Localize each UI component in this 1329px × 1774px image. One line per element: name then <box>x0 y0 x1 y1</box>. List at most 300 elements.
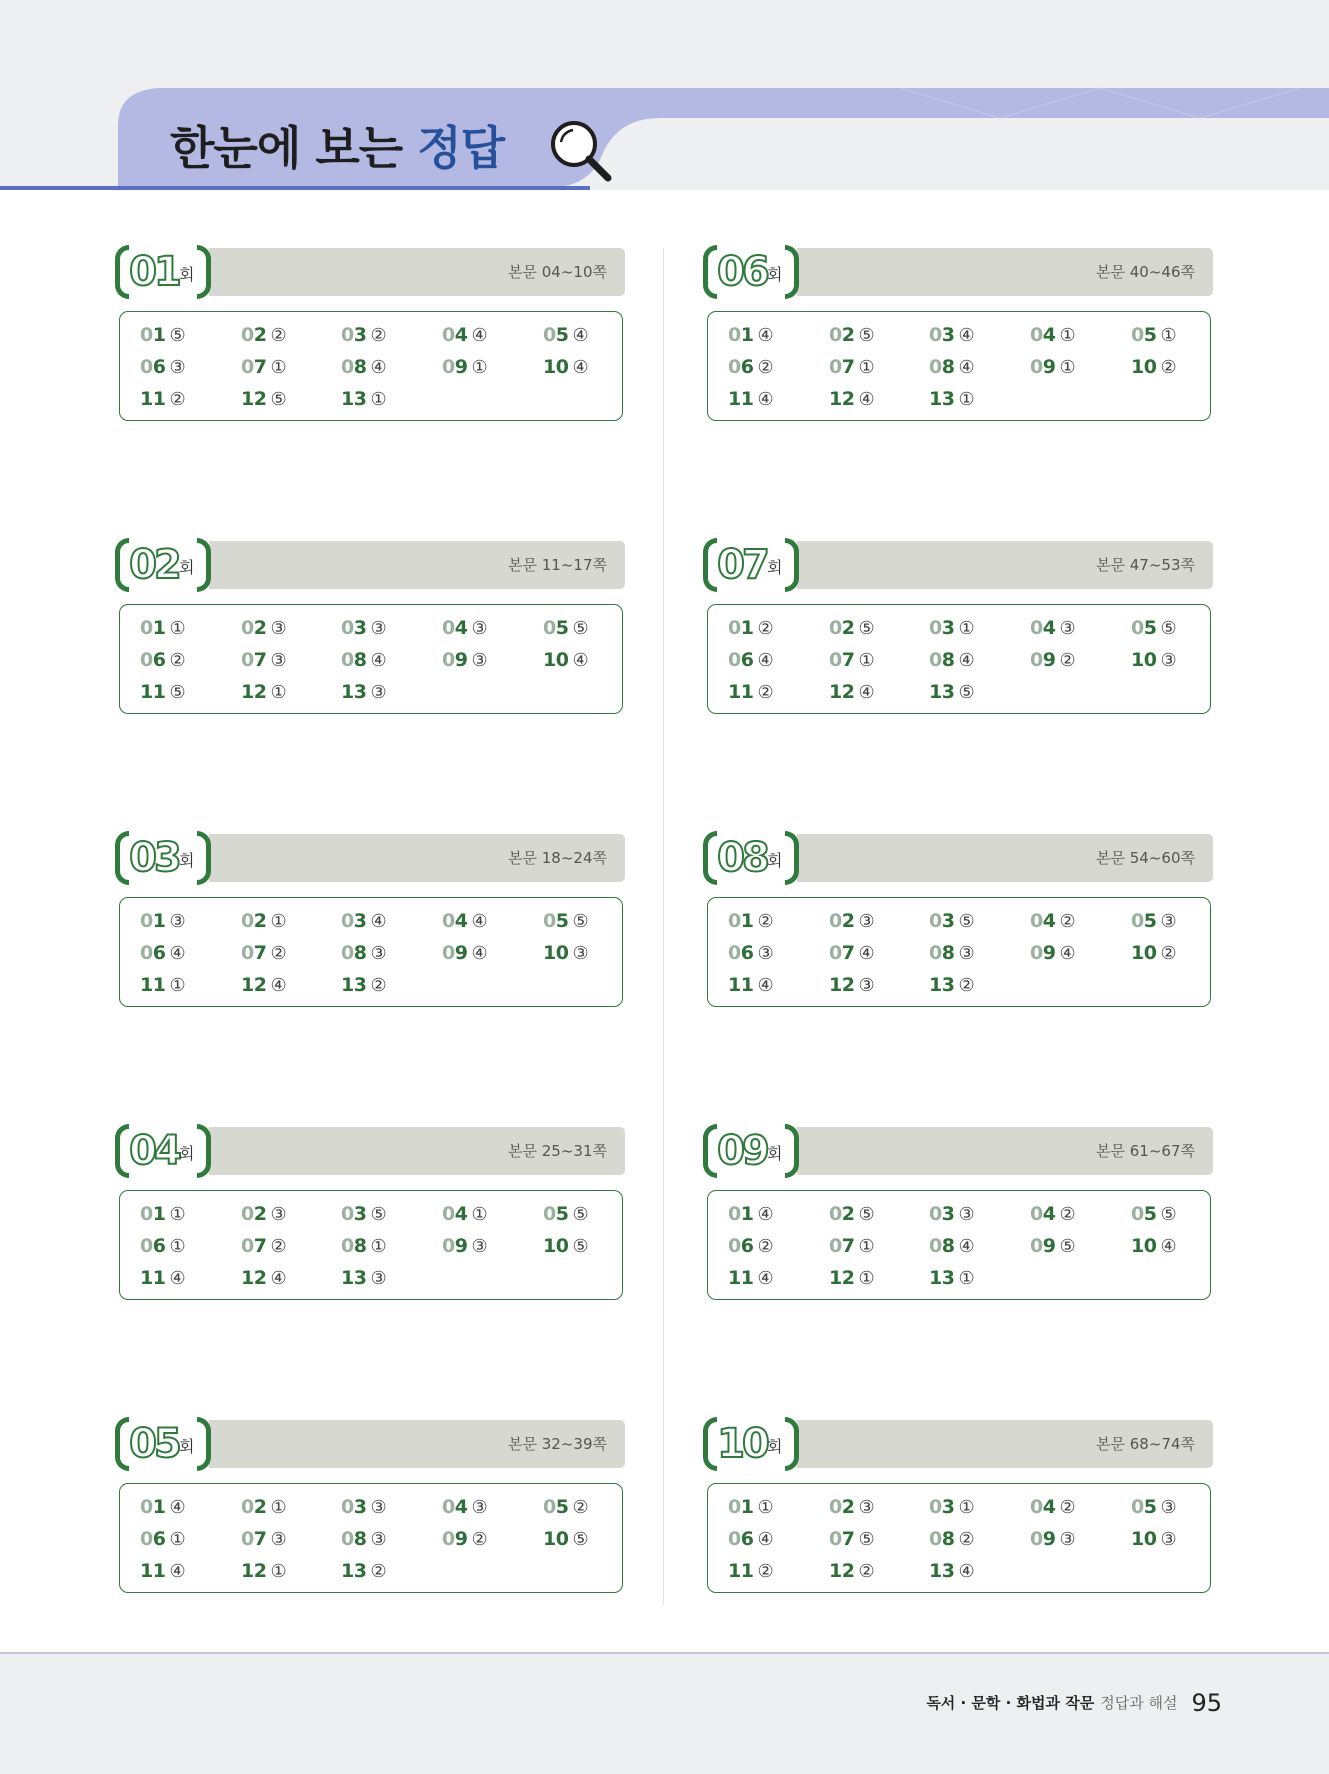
answer-choice: ③ <box>270 1204 287 1225</box>
answer-item <box>140 356 186 379</box>
question-number: 04 <box>1030 324 1056 346</box>
round-pages: 본문 40~46쪽 <box>1096 263 1195 281</box>
answer-choice: ③ <box>471 1236 488 1257</box>
answer-choice: ② <box>270 943 287 964</box>
question-number: 12 <box>241 1560 267 1582</box>
question-number: 05 <box>1131 910 1157 932</box>
answer-choice: ③ <box>1059 618 1076 639</box>
answer-item <box>341 1267 387 1290</box>
answer-item <box>1030 1235 1076 1258</box>
answer-choice: ④ <box>370 911 387 932</box>
answer-choice: ① <box>858 1268 875 1289</box>
question-number: 09 <box>1030 356 1056 378</box>
answer-item <box>728 324 774 347</box>
question-number: 06 <box>140 942 166 964</box>
answer-item <box>728 1528 774 1551</box>
question-number: 03 <box>929 910 955 932</box>
answer-choice: ⑤ <box>858 325 875 346</box>
question-number: 02 <box>829 617 855 639</box>
round-bracket-right <box>197 1124 211 1178</box>
question-number: 03 <box>929 1203 955 1225</box>
round-suffix: 회 <box>767 265 783 284</box>
answer-choice: ④ <box>757 1204 774 1225</box>
answer-item <box>543 910 589 933</box>
question-number: 03 <box>341 910 367 932</box>
question-number: 03 <box>929 324 955 346</box>
question-number: 11 <box>140 388 166 410</box>
answer-item <box>140 681 186 704</box>
question-number: 07 <box>829 1235 855 1257</box>
answer-choice: ④ <box>958 357 975 378</box>
question-number: 08 <box>341 942 367 964</box>
round-bracket-right <box>785 245 799 299</box>
question-number: 02 <box>241 910 267 932</box>
question-number: 01 <box>140 1203 166 1225</box>
question-number: 11 <box>728 974 754 996</box>
answer-item <box>442 324 488 347</box>
answer-item <box>241 388 287 411</box>
answer-choice: ③ <box>270 650 287 671</box>
question-number: 12 <box>829 681 855 703</box>
answer-choice: ④ <box>471 325 488 346</box>
question-number: 08 <box>341 1528 367 1550</box>
answer-item <box>140 649 186 672</box>
question-number: 02 <box>829 1203 855 1225</box>
question-number: 03 <box>929 617 955 639</box>
answer-choice: ⑤ <box>572 1236 589 1257</box>
answer-item <box>1030 1528 1076 1551</box>
round-pages: 본문 04~10쪽 <box>508 263 607 281</box>
answer-choice: ⑤ <box>958 682 975 703</box>
answer-item <box>442 1528 488 1551</box>
answer-choice: ④ <box>370 357 387 378</box>
question-number: 13 <box>341 681 367 703</box>
question-number: 09 <box>1030 942 1056 964</box>
answer-item <box>829 974 875 997</box>
answer-choice: ① <box>169 1204 186 1225</box>
answer-item <box>140 974 186 997</box>
answer-item <box>929 617 975 640</box>
question-number: 12 <box>241 388 267 410</box>
question-number: 06 <box>728 649 754 671</box>
answer-choice: ① <box>1059 325 1076 346</box>
answer-item <box>543 649 589 672</box>
answer-item <box>829 356 875 379</box>
answer-item <box>929 1528 975 1551</box>
answer-item <box>241 1560 287 1583</box>
answer-item <box>341 1496 387 1519</box>
answer-item <box>1131 1235 1177 1258</box>
round-number: 09 <box>717 1128 767 1174</box>
round-card <box>703 1124 1213 1314</box>
answer-choice: ② <box>757 911 774 932</box>
question-number: 01 <box>728 1496 754 1518</box>
round-card <box>703 538 1213 728</box>
question-number: 02 <box>829 1496 855 1518</box>
question-number: 12 <box>829 1560 855 1582</box>
round-suffix: 회 <box>179 1144 195 1163</box>
answer-choice: ② <box>757 682 774 703</box>
answer-item <box>929 1235 975 1258</box>
question-number: 05 <box>543 1203 569 1225</box>
answer-choice: ⑤ <box>1160 618 1177 639</box>
answer-item <box>829 388 875 411</box>
round-suffix: 회 <box>767 558 783 577</box>
round-bracket-left <box>703 1124 717 1178</box>
answer-box <box>707 1190 1211 1300</box>
question-number: 12 <box>829 388 855 410</box>
answer-item <box>829 942 875 965</box>
answer-item <box>241 1203 287 1226</box>
answer-choice: ⑤ <box>572 1204 589 1225</box>
answer-choice: ④ <box>370 650 387 671</box>
question-number: 07 <box>241 1528 267 1550</box>
answer-item <box>929 974 975 997</box>
question-number: 04 <box>1030 617 1056 639</box>
round-bracket-right <box>785 538 799 592</box>
round-bracket-right <box>197 245 211 299</box>
answer-box <box>119 1483 623 1593</box>
question-number: 09 <box>442 1235 468 1257</box>
question-number: 10 <box>543 1528 569 1550</box>
answer-item <box>1131 1528 1177 1551</box>
question-number: 01 <box>728 1203 754 1225</box>
answer-item <box>341 1528 387 1551</box>
question-number: 02 <box>241 1203 267 1225</box>
answer-choice: ④ <box>270 975 287 996</box>
question-number: 07 <box>829 356 855 378</box>
answer-choice: ③ <box>370 682 387 703</box>
answer-item <box>543 617 589 640</box>
question-number: 05 <box>1131 324 1157 346</box>
footer-text <box>926 1689 1222 1717</box>
answer-box <box>707 897 1211 1007</box>
question-number: 11 <box>140 1267 166 1289</box>
answer-choice: ① <box>958 1497 975 1518</box>
answer-choice: ① <box>370 1236 387 1257</box>
answer-item <box>728 974 774 997</box>
round-card <box>703 245 1213 435</box>
round-pages: 본문 32~39쪽 <box>508 1435 607 1453</box>
answer-choice: ⑤ <box>858 1529 875 1550</box>
page-number: 95 <box>1191 1689 1222 1717</box>
question-number: 08 <box>929 1528 955 1550</box>
round-bracket-left <box>703 245 717 299</box>
round-number: 08 <box>717 835 767 881</box>
answer-item <box>929 681 975 704</box>
answer-choice: ② <box>169 389 186 410</box>
answer-item <box>1131 942 1177 965</box>
round-card <box>115 1124 625 1314</box>
answer-choice: ① <box>1160 325 1177 346</box>
question-number: 03 <box>929 1496 955 1518</box>
question-number: 04 <box>1030 1496 1056 1518</box>
round-number: 02 <box>129 542 179 588</box>
answer-choice: ② <box>572 1497 589 1518</box>
round-bracket-left <box>115 538 129 592</box>
answer-item <box>829 1496 875 1519</box>
question-number: 04 <box>1030 910 1056 932</box>
answer-choice: ② <box>370 975 387 996</box>
answer-item <box>829 1203 875 1226</box>
answer-item <box>829 649 875 672</box>
answer-item <box>1131 324 1177 347</box>
answer-choice: ② <box>757 357 774 378</box>
round-suffix: 회 <box>767 1437 783 1456</box>
answer-choice: ⑤ <box>572 911 589 932</box>
question-number: 08 <box>929 942 955 964</box>
answer-item <box>140 910 186 933</box>
question-number: 01 <box>728 910 754 932</box>
answer-choice: ③ <box>1160 1529 1177 1550</box>
answer-item <box>1030 324 1076 347</box>
answer-box <box>707 1483 1211 1593</box>
answer-item <box>1030 617 1076 640</box>
round-number: 07 <box>717 542 767 588</box>
answer-choice: ④ <box>958 325 975 346</box>
answer-choice: ① <box>370 389 387 410</box>
round-card <box>115 538 625 728</box>
question-number: 04 <box>442 1203 468 1225</box>
question-number: 13 <box>929 974 955 996</box>
answer-item <box>341 324 387 347</box>
answer-choice: ④ <box>858 943 875 964</box>
answer-item <box>829 1528 875 1551</box>
answer-choice: ③ <box>1160 650 1177 671</box>
answer-choice: ④ <box>1059 943 1076 964</box>
question-number: 01 <box>140 324 166 346</box>
answer-choice: ⑤ <box>169 325 186 346</box>
question-number: 04 <box>442 1496 468 1518</box>
answer-item <box>829 1560 875 1583</box>
answer-choice: ④ <box>572 650 589 671</box>
round-bracket-right <box>785 831 799 885</box>
question-number: 11 <box>728 1560 754 1582</box>
question-number: 13 <box>341 1560 367 1582</box>
answer-item <box>543 356 589 379</box>
question-number: 09 <box>442 649 468 671</box>
answer-item <box>140 1235 186 1258</box>
answer-item <box>341 1235 387 1258</box>
answer-item <box>241 942 287 965</box>
answer-item <box>728 681 774 704</box>
round-card <box>703 831 1213 1021</box>
answer-choice: ① <box>169 618 186 639</box>
answer-choice: ④ <box>471 911 488 932</box>
answer-item <box>929 324 975 347</box>
question-number: 10 <box>1131 942 1157 964</box>
answer-choice: ③ <box>572 943 589 964</box>
answer-item <box>341 910 387 933</box>
answer-box <box>119 604 623 714</box>
answer-choice: ② <box>370 1561 387 1582</box>
question-number: 06 <box>140 1235 166 1257</box>
question-number: 02 <box>241 324 267 346</box>
answer-choice: ① <box>858 1236 875 1257</box>
answer-choice: ① <box>270 911 287 932</box>
answer-choice: ④ <box>169 1561 186 1582</box>
answer-choice: ① <box>958 389 975 410</box>
answer-box <box>119 311 623 421</box>
question-number: 10 <box>543 942 569 964</box>
answer-item <box>140 942 186 965</box>
answer-choice: ④ <box>757 325 774 346</box>
answer-item <box>241 974 287 997</box>
answer-choice: ③ <box>370 943 387 964</box>
answer-choice: ③ <box>370 618 387 639</box>
answer-choice: ③ <box>1160 911 1177 932</box>
round-suffix: 회 <box>179 558 195 577</box>
answer-choice: ② <box>270 1236 287 1257</box>
answer-item <box>829 1235 875 1258</box>
answer-choice: ③ <box>370 1529 387 1550</box>
round-bracket-left <box>703 538 717 592</box>
question-number: 02 <box>829 324 855 346</box>
answer-item <box>140 1528 186 1551</box>
answer-choice: ③ <box>370 1268 387 1289</box>
footer-subjects: 독서 · 문학 · 화법과 작문 <box>926 1694 1095 1712</box>
answer-choice: ③ <box>858 911 875 932</box>
question-number: 09 <box>1030 1528 1056 1550</box>
answer-choice: ① <box>471 1204 488 1225</box>
answer-item <box>543 1203 589 1226</box>
answer-choice: ③ <box>169 357 186 378</box>
answer-item <box>929 356 975 379</box>
answer-choice: ④ <box>270 1268 287 1289</box>
answer-choice: ② <box>1059 911 1076 932</box>
answer-choice: ④ <box>1160 1236 1177 1257</box>
round-number: 01 <box>129 249 179 295</box>
answer-item <box>728 1267 774 1290</box>
question-number: 06 <box>728 356 754 378</box>
question-number: 01 <box>140 1496 166 1518</box>
question-number: 04 <box>442 617 468 639</box>
answer-choice: ① <box>169 975 186 996</box>
question-number: 05 <box>1131 617 1157 639</box>
answer-choice: ③ <box>270 618 287 639</box>
answer-choice: ⑤ <box>858 1204 875 1225</box>
answer-item <box>1131 356 1177 379</box>
answer-item <box>442 1203 488 1226</box>
answer-item <box>341 356 387 379</box>
answer-choice: ① <box>270 1561 287 1582</box>
answer-choice: ② <box>1160 943 1177 964</box>
round-bracket-left <box>115 1417 129 1471</box>
answer-choice: ① <box>858 357 875 378</box>
answer-choice: ④ <box>757 975 774 996</box>
answer-item <box>543 324 589 347</box>
answer-item <box>728 910 774 933</box>
question-number: 07 <box>241 356 267 378</box>
answer-choice: ⑤ <box>270 389 287 410</box>
answer-choice: ④ <box>169 943 186 964</box>
answer-choice: ① <box>169 1236 186 1257</box>
answer-choice: ④ <box>572 325 589 346</box>
question-number: 04 <box>1030 1203 1056 1225</box>
answer-item <box>241 1267 287 1290</box>
answer-choice: ⑤ <box>958 911 975 932</box>
answer-choice: ⑤ <box>370 1204 387 1225</box>
answer-item <box>1030 356 1076 379</box>
question-number: 06 <box>140 1528 166 1550</box>
answer-item <box>1131 1203 1177 1226</box>
answer-item <box>829 617 875 640</box>
question-number: 03 <box>341 617 367 639</box>
answer-item <box>442 1235 488 1258</box>
answer-choice: ② <box>757 1236 774 1257</box>
answer-item <box>1131 910 1177 933</box>
answer-choice: ③ <box>1059 1529 1076 1550</box>
answer-choice: ② <box>757 1561 774 1582</box>
round-number: 03 <box>129 835 179 881</box>
answer-item <box>929 1496 975 1519</box>
answer-item <box>241 1528 287 1551</box>
round-bracket-right <box>197 831 211 885</box>
answer-item <box>929 388 975 411</box>
answer-item <box>1131 649 1177 672</box>
answer-choice: ② <box>270 325 287 346</box>
answer-item <box>341 1560 387 1583</box>
answer-item <box>728 1203 774 1226</box>
question-number: 11 <box>728 681 754 703</box>
answer-choice: ① <box>1059 357 1076 378</box>
answer-choice: ⑤ <box>572 618 589 639</box>
question-number: 07 <box>241 1235 267 1257</box>
question-number: 12 <box>241 1267 267 1289</box>
answer-item <box>543 1235 589 1258</box>
answer-choice: ① <box>958 1268 975 1289</box>
column-divider <box>663 248 664 1605</box>
question-number: 10 <box>1131 1528 1157 1550</box>
answer-item <box>241 649 287 672</box>
answer-item <box>140 1560 186 1583</box>
question-number: 02 <box>241 617 267 639</box>
answer-item <box>241 910 287 933</box>
answer-choice: ④ <box>169 1497 186 1518</box>
answer-item <box>241 617 287 640</box>
answer-item <box>1131 1496 1177 1519</box>
question-number: 11 <box>140 1560 166 1582</box>
answer-choice: ② <box>1059 1497 1076 1518</box>
answer-choice: ④ <box>958 650 975 671</box>
question-number: 06 <box>728 1235 754 1257</box>
answer-choice: ② <box>1059 1204 1076 1225</box>
answer-item <box>442 942 488 965</box>
question-number: 09 <box>442 356 468 378</box>
question-number: 07 <box>241 942 267 964</box>
answer-item <box>241 1235 287 1258</box>
question-number: 02 <box>829 910 855 932</box>
answer-choice: ② <box>858 1561 875 1582</box>
question-number: 12 <box>241 974 267 996</box>
answer-choice: ④ <box>471 943 488 964</box>
answer-box <box>707 311 1211 421</box>
answer-item <box>1030 910 1076 933</box>
round-bracket-left <box>115 245 129 299</box>
answer-choice: ② <box>958 1529 975 1550</box>
answer-item <box>140 1267 186 1290</box>
question-number: 02 <box>241 1496 267 1518</box>
answer-choice: ③ <box>169 911 186 932</box>
answer-item <box>341 1203 387 1226</box>
round-bracket-right <box>785 1124 799 1178</box>
question-number: 11 <box>728 388 754 410</box>
answer-item <box>341 617 387 640</box>
answer-item <box>929 649 975 672</box>
answer-choice: ③ <box>958 1204 975 1225</box>
answer-item <box>728 1235 774 1258</box>
answer-item <box>1030 649 1076 672</box>
